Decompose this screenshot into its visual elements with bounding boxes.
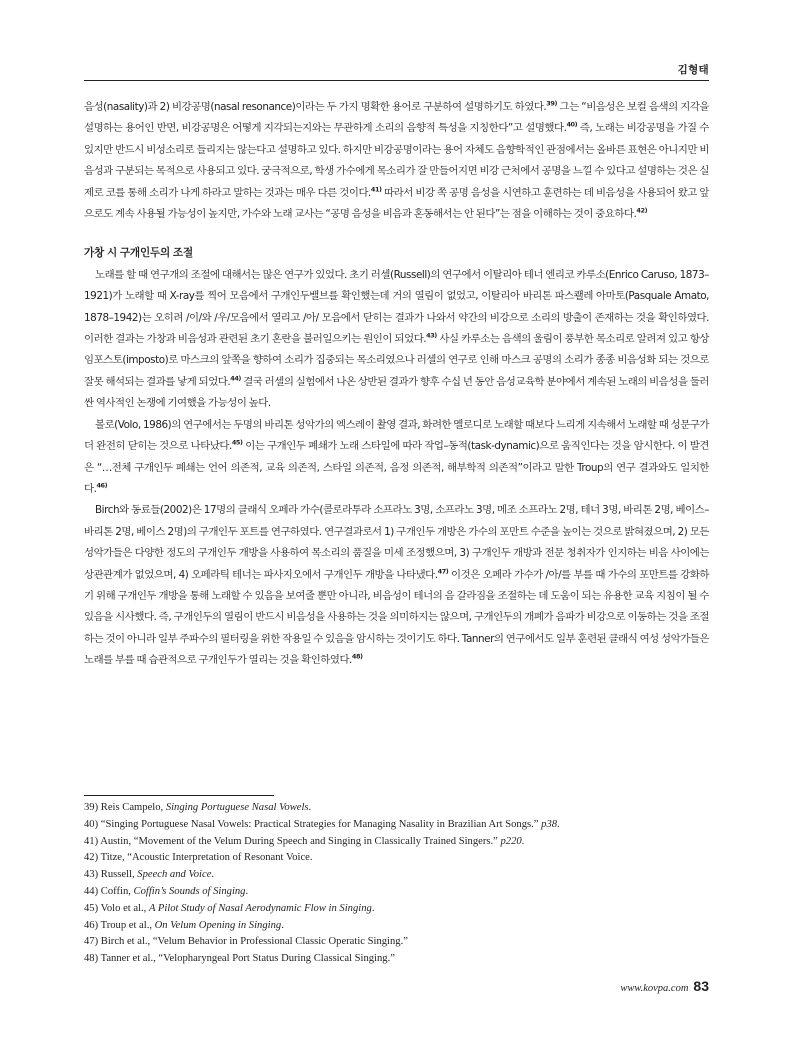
body-text (84, 97, 709, 672)
footnote (84, 934, 709, 951)
footnote-ref: 44) (230, 374, 241, 383)
footnote-text: Russell, (100, 869, 138, 881)
footnote-punct: . (521, 835, 525, 847)
footnote-text: Titze, “Acoustic Interpretation of Resonant Voice. (100, 852, 313, 864)
footnote-number: 45) (84, 902, 99, 914)
footnote-text: Tanner et al., “Velopharyngeal Port Status During Classical Singing.” (100, 953, 395, 965)
footnote-punct: . (245, 885, 249, 897)
text-run: 사실 카루소는 음색의 울림이 풍부한 목소리로 알려져 있고 항상 임포스토(imposto)로 마스크의 앞쪽을 향하여 소리가 집중되는 목소리였으나 러셀의 연구로 인해 마스크 공명의 소리가 종종 비음성화 되는 것으로 잘못 해석되는 결과를 낳게 되었다. (84, 333, 710, 388)
footnote (84, 867, 709, 884)
footnotes (84, 800, 709, 968)
text-run: 볼로(Volo, 1986)의 연구에서는 두명의 바리톤 성악가의 엑스레이 촬영 결과, 화려한 멜로디로 노래할 때보다 느리게 지속해서 노래할 때 성문구가 더 완전히 닫히는 것으로 나타났다. (84, 418, 709, 453)
footnote-ref: 45) (231, 438, 243, 447)
footnote (84, 800, 709, 817)
paragraph (84, 97, 709, 225)
footnote (84, 901, 709, 918)
footnote-punct: . (281, 919, 284, 931)
footnote-title: p38 (541, 818, 558, 830)
page-number: 83 (693, 978, 709, 994)
footnote-text: Birch et al., “Velum Behavior in Professional Classic Operatic Singing.” (100, 936, 408, 948)
footnote-ref: 42) (636, 206, 648, 215)
footnote-punct: . (557, 818, 560, 830)
footnote-text: Reis Campelo, (100, 802, 166, 813)
footnote-number: 40) (84, 818, 99, 830)
section-paragraphs (84, 265, 709, 672)
footnote-punct: . (371, 902, 375, 914)
footnote-number: 47) (84, 936, 99, 948)
section-heading: 가창 시 구개인두의 조절 (84, 247, 193, 260)
footnote-number: 43) (84, 869, 99, 881)
footnote-ref: 39) (546, 99, 557, 108)
text-run: 노래를 할 때 연구개의 조절에 대해서는 많은 연구가 있었다. 초기 러셀(Russell)의 연구에서 이탈리아 테너 엔리코 카루소(Enrico Caruso, 1873–1921)가 노래할 때 X-ray를 찍어 모음에서 구개인두밸브를 확인했는데 거의 열림이 없었고, 이탈리아 바리톤 파스쾔레 아마토(Pasquale Amato, 1878–1942)는 오히려 /이/와 /우/모음에서 열리고 /아/ 모음에서 닫히는 결과가 나와서 약간의 비강으로 소리의 방출이 존재하는 것을 확인하였다. 이러한 결과는 가창과 비음성과 관련된 초기 혼란을 불러일으키는 원인이 되었다. (84, 268, 709, 346)
text-run: 음성(nasality)과 2) 비강공명(nasal resonance)이라는 두 가지 명확한 용어로 구분하여 설명하기도 하였다. (84, 101, 547, 113)
footnote (84, 817, 709, 834)
footer-site: www.kovpa.com (620, 983, 689, 994)
footnote-title: On Velum Opening in Singing (154, 919, 282, 931)
text-run: 결국 러셀의 실험에서 나온 상반된 결과가 향후 수십 년 동안 음성교육학 분야에서 계속된 노래의 비음성을 둘러싼 역사적인 논쟁에 기여했을 가능성이 높다. (84, 375, 709, 410)
footnote-punct: . (211, 869, 215, 881)
footnote-divider (84, 795, 274, 796)
footnote (84, 850, 709, 867)
footnote-number: 46) (84, 919, 99, 931)
running-head-author: 김형태 (677, 64, 709, 76)
footnote-ref: 43) (426, 331, 437, 340)
footnote-number: 41) (84, 835, 99, 847)
footnote-text: “Singing Portuguese Nasal Vowels: Practical Strategies for Managing Nasality in Brazilian Art Songs.” (100, 818, 542, 830)
paragraph (84, 265, 709, 415)
footnote-ref: 47) (437, 567, 449, 576)
page-footer (620, 978, 709, 994)
footnote-title: Speech and Voice (137, 869, 212, 881)
text-run: 즉, 노래는 비강공명을 가질 수 있지만 반드시 비성소리로 들리지는 않는다고 설명하고 있다. 하지만 비강공명이라는 용어 자체도 음향학적인 관점에서는 올바른 표현은 아니지만 비음성과 구분되는 목적으로 사용되고 있다. 궁극적으로, 학생 가수에게 목소리가 잘 만들어지면 비강 근처에서 공명을 느낄 수 있다고 설명하는 것은 실제로 코를 통해 소리가 나게 하라고 말하는 것과는 매우 다른 것이다. (84, 122, 709, 199)
footnote-text: Troup et al., (100, 919, 155, 931)
text-run: 그는 “비음성은 보컬 음색의 지각을 설명하는 용어인 반면, 비강공명은 어떻게 지각되는지와는 무관하게 소리의 음향적 특성을 지칭한다”고 설명했다. (84, 101, 709, 135)
footnote (84, 884, 709, 901)
footnote-punct: . (308, 802, 312, 813)
footnote (84, 918, 709, 935)
footnote-number: 39) (84, 802, 99, 813)
footnote-number: 42) (84, 852, 99, 864)
intro-paragraphs (84, 97, 709, 225)
footnote-ref: 48) (351, 652, 363, 661)
footnote-title: A Pilot Study of Nasal Aerodynamic Flow in Singing (148, 902, 372, 914)
footnote-ref: 41) (370, 185, 382, 194)
footnote-title: Coffin’s Sounds of Singing (133, 885, 246, 897)
paragraph (84, 415, 709, 501)
footnote-number: 48) (84, 953, 99, 965)
footnote-title: Singing Portuguese Nasal Vowels (165, 802, 309, 813)
footnote-ref: 40) (566, 120, 578, 129)
footnote (84, 951, 709, 968)
footnote (84, 834, 709, 851)
text-run: 이는 구개인두 폐쇄가 노래 스타일에 따라 작업–동적(task-dynamic)으로 움직인다는 것을 암시한다. 이 발견은 “…전체 구개인두 폐쇄는 언어 의존적, 교육 의존적, 스타일 의존적, 음정 의존적, 해부학적 의존적”이라고 말한 Troup의 연구 결과와도 일치한다. (84, 440, 709, 495)
footnote-text: Volo et al., (100, 902, 149, 914)
header-divider (84, 80, 709, 81)
footnote-title: p220 (500, 835, 522, 847)
text-run: Birch와 동료들(2002)은 17명의 클래식 오페라 가수(콜로라투라 소프라노 3명, 소프라노 3명, 메조 소프라노 2명, 테너 3명, 바리톤 2명, 베이스–바리톤 2명, 베이스 2명)의 구개인두 포트를 연구하였다. 연구결과로서 1) 구개인두 개방은 가수의 포만트 수준을 높이는 것으로 밝혀졌으며, 2) 모든 성악가들은 다양한 정도의 구개인두 개방을 사용하여 목소리의 품질을 미세 조정했으며, 3) 구개인두 개방과 전문 청취자가 인지하는 비음 사이에는 상관관계가 없었으며, 4) 오페라틱 테너는 파사지오에서 구개인두 개방을 나타냈다. (84, 504, 709, 581)
footnote-text: Austin, “Movement of the Velum During Speech and Singing in Classically Trained Singers.” (100, 835, 501, 847)
footnote-text: Coffin, (100, 885, 134, 897)
paragraph (84, 500, 709, 671)
footnote-number: 44) (84, 885, 99, 897)
text-run: 따라서 비강 쪽 공명 음성을 시연하고 훈련하는 데 비음성을 사용되어 왔고 앞으로도 계속 사용될 가능성이 높지만, 가수와 노래 교사는 “공명 음성을 비음과 혼동해서는 안 된다”는 점을 이해하는 것이 중요하다. (84, 186, 709, 221)
footnote-ref: 46) (96, 481, 108, 490)
text-run: 이것은 오페라 가수가 /아/를 부를 때 가수의 포만트를 강화하기 위해 구개인두 개방을 통해 노래할 수 있음을 보여줄 뿐만 아니라, 비음성이 테너의 음 갈라짐을 조절하는 데 도움이 되는 유용한 교육 지침이 될 수 있음을 시사했다. 즉, 구개인두의 열림이 반드시 비음성을 사용하는 것을 의미하지는 않으며, 구개인두의 개폐가 음파가 비강으로 이동하는 것을 조절하는 것이 아니라 일부 주파수의 필터링을 위한 작용일 수 있음을 암시하는 것이기도 하다. Tanner의 연구에서도 일부 훈련된 클래식 여성 성악가들은 노래를 부를 때 습관적으로 구개인두가 열리는 것을 확인하였다. (84, 568, 709, 667)
